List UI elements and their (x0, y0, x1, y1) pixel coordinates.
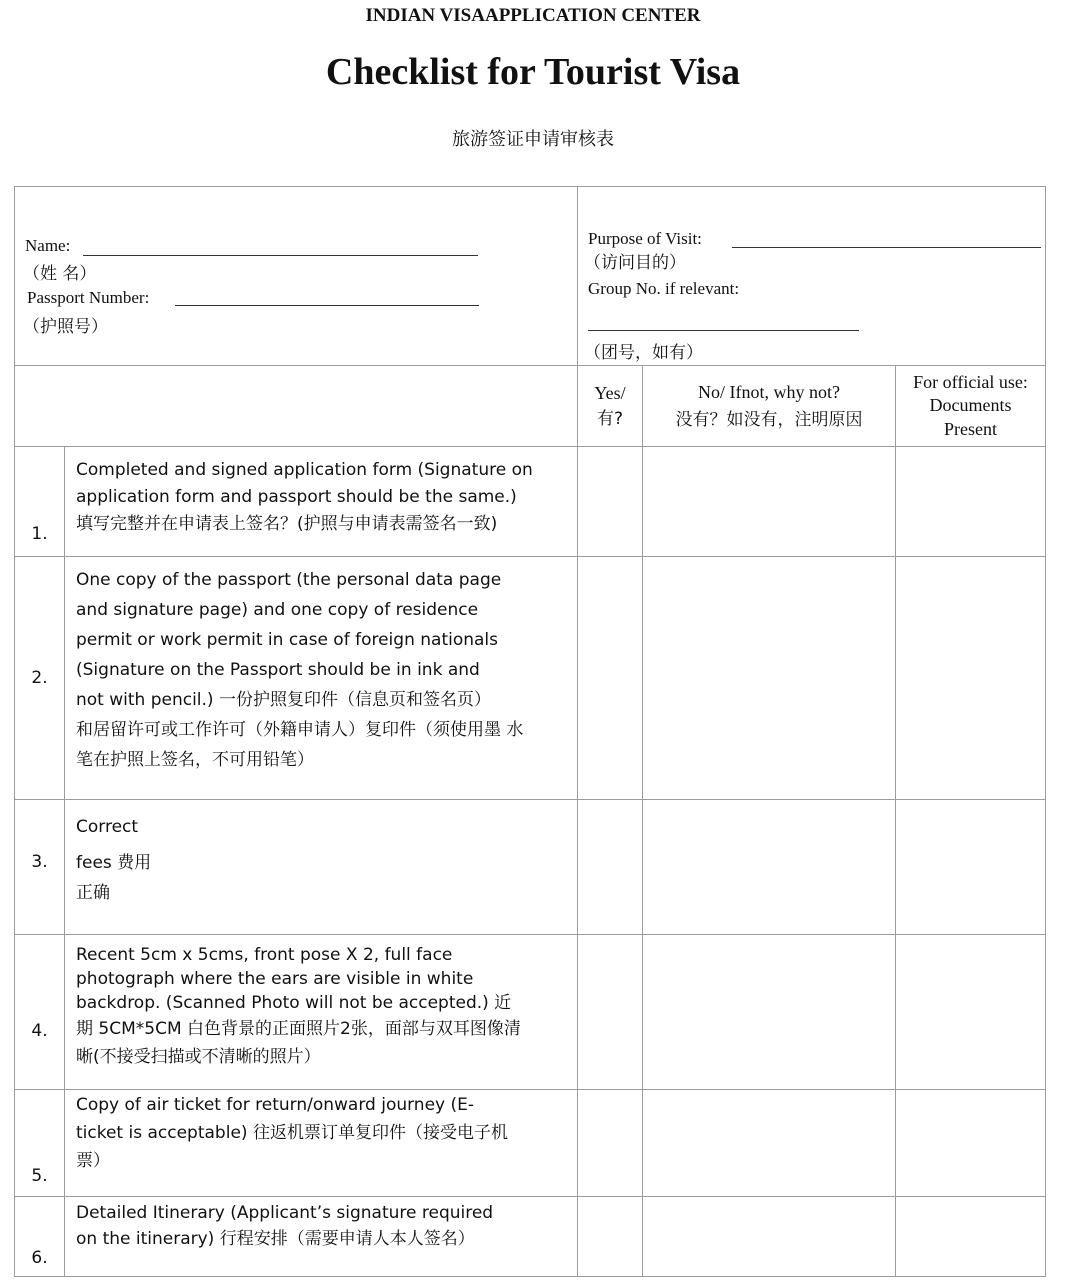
column-header-yes-cn: 有? (596, 408, 624, 429)
item-text-line: 和居留许可或工作许可（外籍申请人）复印件（须使用墨 水 (76, 720, 524, 740)
item-text-line: on the itinerary) 行程安排（需要申请人本人签名） (76, 1229, 475, 1249)
yes-cell[interactable] (578, 447, 643, 557)
item-text-line: One copy of the passport (the personal data page (76, 570, 502, 590)
column-header-blank (15, 366, 578, 447)
item-text-line: 晰(不接受扫描或不清晰的照片） (76, 1047, 321, 1067)
applicant-info-row (15, 187, 1046, 366)
official-use-cell[interactable] (896, 1197, 1046, 1277)
applicant-info-left (15, 187, 577, 365)
item-number: 2. (15, 557, 65, 800)
item-text-line: 笔在护照上签名，不可用铅笔） (76, 750, 314, 770)
group-number-label: Group No. if relevant: (588, 279, 740, 298)
item-description (65, 1090, 578, 1197)
official-use-cell[interactable] (896, 800, 1046, 935)
item-description (65, 447, 578, 557)
yes-cell[interactable] (578, 1197, 643, 1277)
item-number: 3. (15, 800, 65, 935)
checklist-row (15, 557, 1046, 800)
yes-cell[interactable] (578, 1090, 643, 1197)
item-number: 1. (15, 447, 65, 557)
name-label: Name: (25, 236, 71, 255)
no-reason-cell[interactable] (643, 800, 896, 935)
organization-name: INDIAN VISAAPPLICATION CENTER (365, 5, 701, 26)
purpose-of-visit-field[interactable] (732, 247, 1041, 248)
checklist-row (15, 1197, 1046, 1277)
item-text-line: 票） (76, 1151, 110, 1171)
item-number: 6. (15, 1197, 65, 1277)
page-subtitle-cn: 旅游签证申请审核表 (452, 129, 614, 150)
official-use-cell[interactable] (896, 1090, 1046, 1197)
item-text-line: and signature page) and one copy of residence (76, 600, 479, 620)
yes-cell[interactable] (578, 935, 643, 1090)
column-header-official-use (896, 366, 1046, 447)
yes-cell[interactable] (578, 557, 643, 800)
checklist-row (15, 1090, 1046, 1197)
item-text-line: (Signature on the Passport should be in ink and (76, 660, 480, 680)
column-header-row (15, 366, 1046, 447)
column-header-official-line3: Present (944, 418, 997, 439)
checklist-row (15, 800, 1046, 935)
page-title: Checklist for Tourist Visa (325, 51, 741, 93)
no-reason-cell[interactable] (643, 557, 896, 800)
column-header-yes-en: Yes/ (594, 383, 626, 404)
item-text-line: permit or work permit in case of foreign nationals (76, 630, 499, 650)
no-reason-cell[interactable] (643, 1197, 896, 1277)
official-use-cell[interactable] (896, 557, 1046, 800)
applicant-info-right (578, 187, 1045, 365)
no-reason-cell[interactable] (643, 1090, 896, 1197)
item-description (65, 800, 578, 935)
checklist-table (14, 186, 1046, 1277)
column-header-official-line1: For official use: (913, 371, 1028, 392)
column-header-yes (578, 366, 643, 447)
item-text-line: 期 5CM*5CM 白色背景的正面照片2张，面部与双耳图像清 (76, 1019, 521, 1039)
item-text-line: Completed and signed application form (Signature on (76, 460, 533, 480)
no-reason-cell[interactable] (643, 935, 896, 1090)
item-text-line: photograph where the ears are visible in white (76, 969, 474, 989)
purpose-of-visit-label-cn: （访问目的） (584, 253, 686, 273)
item-number: 4. (15, 935, 65, 1090)
purpose-of-visit-label: Purpose of Visit: (588, 229, 702, 248)
passport-number-field[interactable] (175, 305, 479, 306)
item-text-line: 正确 (76, 883, 110, 903)
yes-cell[interactable] (578, 800, 643, 935)
column-header-no-cn: 没有？如没有，注明原因 (675, 409, 863, 430)
item-text-line: backdrop. (Scanned Photo will not be accepted.) 近 (76, 993, 512, 1013)
item-text-line: Recent 5cm x 5cms, front pose X 2, full face (76, 945, 453, 965)
group-number-field[interactable] (588, 330, 859, 331)
name-field[interactable] (83, 255, 478, 256)
item-text-line: Correct (76, 817, 139, 837)
group-number-label-cn: （团号，如有） (584, 343, 703, 363)
passport-number-label: Passport Number: (27, 288, 150, 307)
checklist-row (15, 447, 1046, 557)
item-description (65, 557, 578, 800)
column-header-official-line2: Documents (929, 395, 1012, 416)
no-reason-cell[interactable] (643, 447, 896, 557)
official-use-cell[interactable] (896, 447, 1046, 557)
item-description (65, 935, 578, 1090)
official-use-cell[interactable] (896, 935, 1046, 1090)
column-header-no (643, 366, 896, 447)
item-text-line: application form and passport should be the same.) (76, 487, 517, 507)
item-text-line: not with pencil.) 一份护照复印件（信息页和签名页） (76, 690, 491, 710)
name-label-cn: （姓 名） (23, 264, 97, 284)
column-header-no-en: No/ Ifnot, why not? (698, 382, 840, 403)
item-number: 5. (15, 1090, 65, 1197)
item-text-line: Copy of air ticket for return/onward journey (E- (76, 1095, 475, 1115)
item-text-line: Detailed Itinerary (Applicant’s signature required (76, 1203, 494, 1223)
item-description (65, 1197, 578, 1277)
passport-number-label-cn: （护照号） (23, 317, 108, 337)
item-text-line: ticket is acceptable) 往返机票订单复印件（接受电子机 (76, 1123, 508, 1143)
item-text-line: fees 费用 (76, 853, 152, 873)
item-text-line: 填写完整并在申请表上签名？(护照与申请表需签名一致) (76, 514, 498, 534)
checklist-row (15, 935, 1046, 1090)
